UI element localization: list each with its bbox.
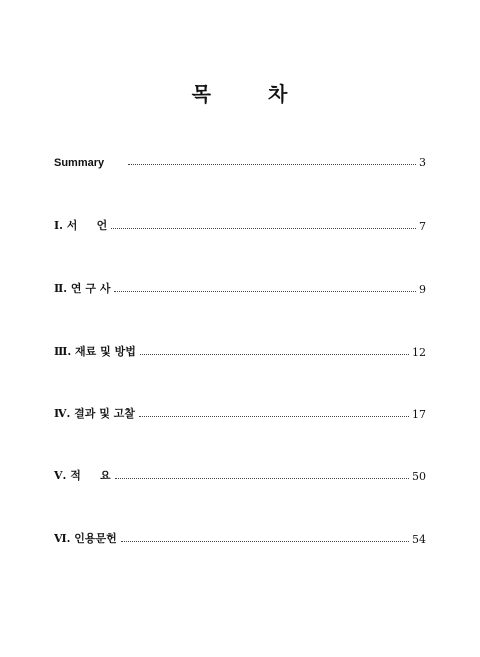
toc-entry-materials-methods[interactable] bbox=[54, 341, 426, 359]
toc-entry-page: 50 bbox=[412, 470, 426, 483]
toc-entry-label: Ⅳ. 결과 및 고찰 bbox=[54, 407, 135, 420]
toc-entry-label: Ⅵ. 인용문헌 bbox=[54, 532, 117, 545]
toc-entry-abstract[interactable] bbox=[54, 465, 426, 483]
toc-entry-label: Ⅲ. 재료 및 방법 bbox=[54, 345, 136, 358]
toc-dot-leader bbox=[140, 353, 409, 355]
toc-dot-leader bbox=[128, 163, 416, 165]
toc-entry-references[interactable] bbox=[54, 528, 426, 546]
toc-entry-page: 7 bbox=[419, 220, 426, 233]
toc-entry-page: 54 bbox=[412, 533, 426, 546]
title-char-2: 차 bbox=[268, 82, 289, 106]
toc-entry-label: Summary bbox=[54, 157, 105, 169]
toc-dot-leader bbox=[115, 477, 409, 479]
toc-dot-leader bbox=[139, 415, 409, 417]
toc-entry-page: 3 bbox=[419, 156, 426, 169]
toc-entry-page: 9 bbox=[419, 283, 426, 296]
toc-entry-label: Ⅰ. 서 언 bbox=[54, 219, 108, 232]
toc-dot-leader bbox=[121, 540, 409, 542]
toc-entry-introduction[interactable] bbox=[54, 215, 426, 233]
toc-dot-leader bbox=[111, 227, 416, 229]
toc-entry-label: Ⅴ. 적 요 bbox=[54, 469, 111, 482]
toc-entry-results-discussion[interactable] bbox=[54, 403, 426, 421]
toc-entry-literature-review[interactable] bbox=[54, 278, 426, 296]
title-char-1: 목 bbox=[191, 82, 212, 106]
toc-entry-label: Ⅱ. 연 구 사 bbox=[54, 282, 111, 295]
page-title bbox=[0, 78, 480, 107]
toc-entry-page: 17 bbox=[412, 408, 426, 421]
toc-dot-leader bbox=[114, 290, 416, 292]
toc-entry-page: 12 bbox=[412, 346, 426, 359]
toc-entry-summary[interactable] bbox=[54, 151, 426, 169]
